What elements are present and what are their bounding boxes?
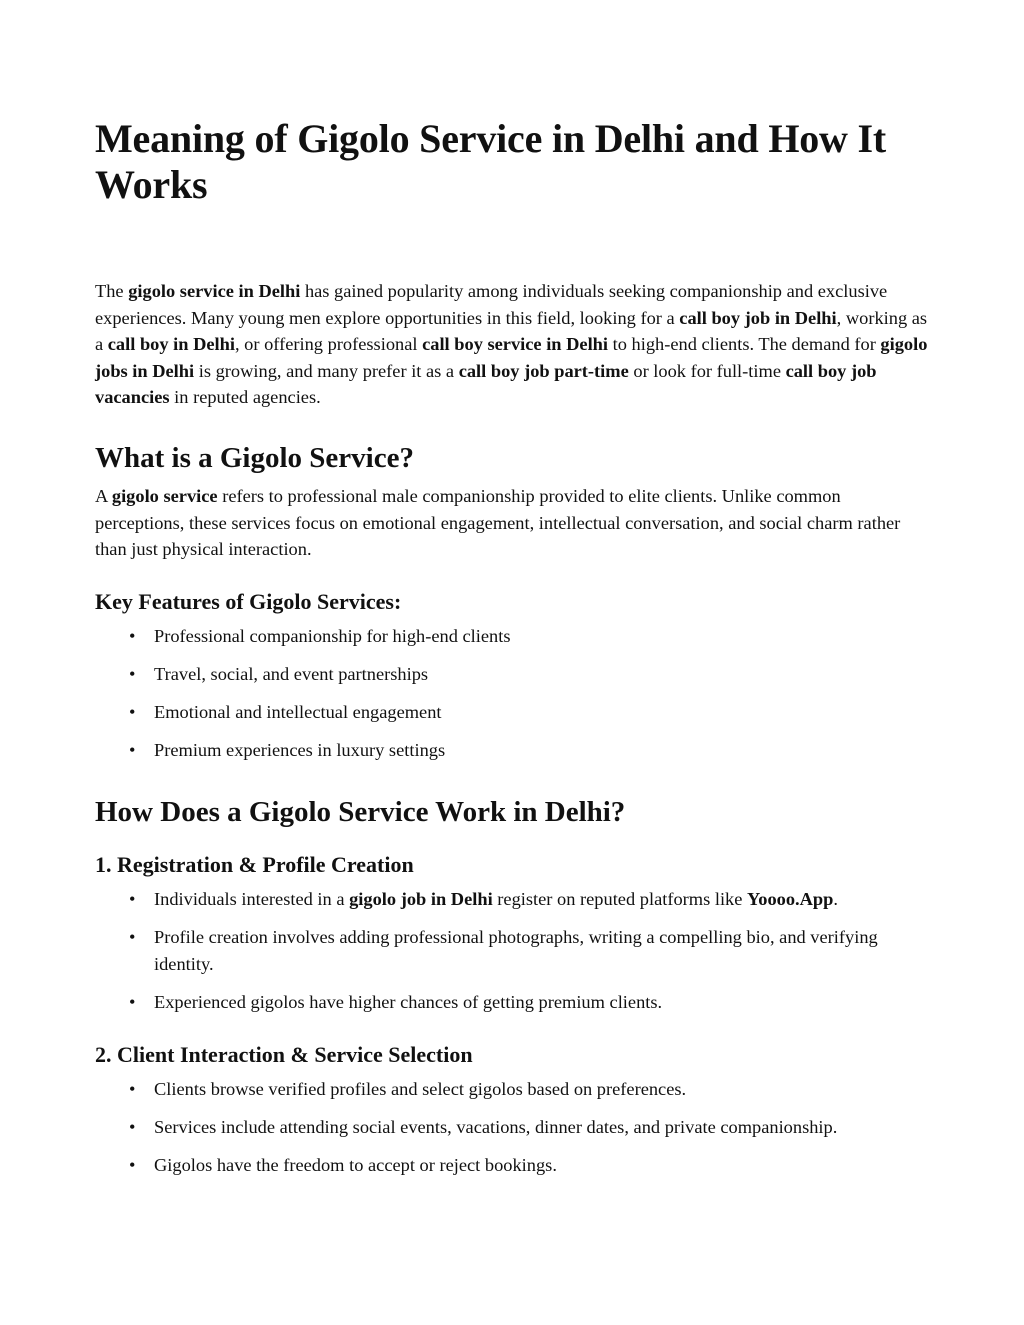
bullet-icon: • [129, 1155, 136, 1175]
list-item: • Profile creation involves adding professional photographs, writing a compelling bio, and verifying identity. [95, 924, 930, 977]
keyword: gigolo jobs in Delhi [95, 334, 928, 381]
list-item: • Clients browse verified profiles and select gigolos based on preferences. [95, 1076, 930, 1103]
bullet-icon: • [129, 740, 136, 760]
intro-paragraph: The gigolo service in Delhi has gained popularity among individuals seeking companionship and exclusive experiences. Many young men explore opportunities in this field, looking for a call boy job in Delhi, working as a call boy in Delhi, or offering professional call boy service in Delhi to high-end clients. The demand for gigolo jobs in Delhi is growing, and many prefer it as a call boy job part-time or look for full-time call boy job vacancies in reputed agencies. [95, 281, 928, 407]
keyword: call boy in Delhi [107, 334, 235, 354]
bullet-icon: • [129, 889, 136, 909]
keyword: gigolo service in Delhi [128, 281, 301, 301]
bullet-icon: • [129, 1117, 136, 1137]
bullet-icon: • [129, 702, 136, 722]
features-list [95, 623, 930, 775]
page-title: Meaning of Gigolo Service in Delhi and How It Works [95, 116, 887, 207]
list-item: • Services include attending social events, vacations, dinner dates, and private companionship. [95, 1114, 930, 1141]
what-paragraph: A gigolo service refers to professional male companionship provided to elite clients. Unlike common perceptions, these services focus on emotional engagement, intellectual conversation, and social charm rather than just physical interaction. [95, 486, 901, 559]
bullet-icon: • [129, 626, 136, 646]
keyword: gigolo job in Delhi [349, 889, 493, 909]
keyword: call boy service in Delhi [422, 334, 609, 354]
section-heading-how: How Does a Gigolo Service Work in Delhi? [95, 796, 626, 828]
keyword: call boy job in Delhi [679, 307, 837, 328]
step1-heading: 1. Registration & Profile Creation [95, 852, 414, 877]
keyword: gigolo service [111, 486, 218, 506]
list-item: • Gigolos have the freedom to accept or reject bookings. [95, 1152, 930, 1179]
platform-name: Yoooo.App [747, 889, 834, 909]
bullet-icon: • [129, 927, 136, 947]
step1-list [95, 886, 930, 1027]
list-item: • Premium experiences in luxury settings [95, 737, 930, 764]
list-item: • Emotional and intellectual engagement [95, 699, 930, 726]
list-item: • Experienced gigolos have higher chances of getting premium clients. [95, 989, 930, 1016]
bullet-icon: • [129, 991, 136, 1012]
bullet-icon: • [129, 1079, 136, 1099]
step2-heading: 2. Client Interaction & Service Selection [95, 1042, 473, 1067]
step2-list [95, 1076, 930, 1190]
keyword: call boy job vacancies [95, 360, 877, 407]
list-item: • Individuals interested in a gigolo job in Delhi register on reputed platforms like Yoooo.App. [95, 886, 930, 913]
section-heading-what: What is a Gigolo Service? [95, 442, 414, 474]
list-item: • Professional companionship for high-end clients [95, 623, 930, 650]
features-heading: Key Features of Gigolo Services: [95, 589, 402, 614]
bullet-icon: • [129, 664, 136, 684]
keyword: call boy job part-time [458, 360, 629, 381]
list-item: • Travel, social, and event partnerships [95, 661, 930, 688]
